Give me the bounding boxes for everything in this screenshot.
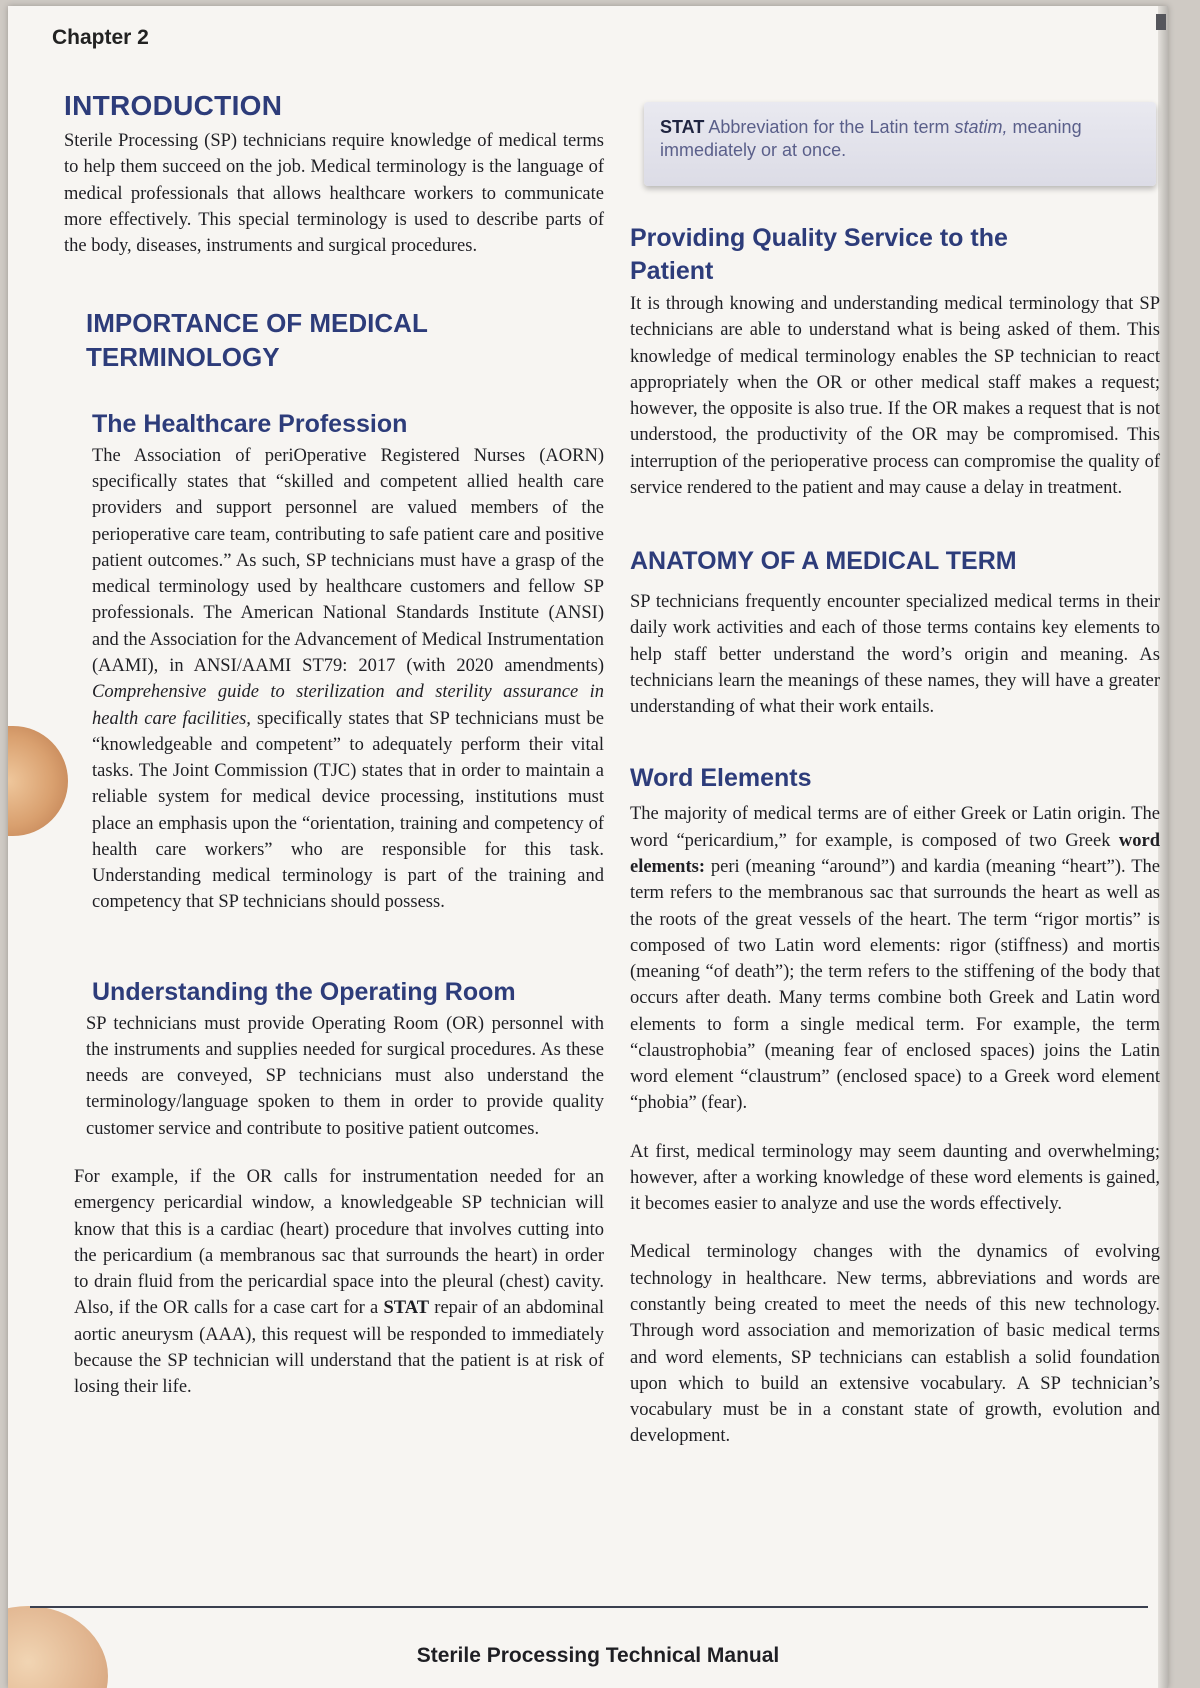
- example-text-part-2: repair of an abdominal aortic aneurysm (AAA), this request will be responded to immediately because the SP technician will understand that the patient is at risk of losing their life.: [74, 1298, 605, 1398]
- stat-definition-box: [644, 102, 1156, 186]
- stat-definition-part-1: Abbreviation for the Latin term: [708, 117, 950, 137]
- footer-rule: [30, 1606, 1148, 1608]
- stat-inline-term: STAT: [383, 1298, 430, 1319]
- healthcare-text-part-1: The Association of periOperative Registered Nurses (AORN) specifically states that “skilled and competent allied health care providers and support personnel are valued members of the perioperative care team, contributing to safe patient care and positive patient outcomes.” As such, SP technicians must have a grasp of the medical terminology used by healthcare customers and fellow SP professionals. The American National Standards Institute (ANSI) and the Association for the Advancement of Medical Instrumentation (AAMI), in ANSI/AAMI ST79: 2017 (with 2020 amendments): [92, 445, 604, 676]
- healthcare-heading: The Healthcare Profession: [92, 409, 408, 438]
- example-text: [74, 1164, 604, 1400]
- healthcare-text: [92, 443, 604, 916]
- quality-service-text: It is through knowing and understanding medical terminology that SP technicians are able to understand what is being asked of them. This knowledge of medical terminology enables the SP technician to react appropriately when the OR or other medical staff makes a request; however, the opposite is also true. If the OR makes a request that is not understood, the productivity of the OR may be compromised. This interruption of the perioperative process can compromise the quality of service rendered to the patient and may cause a delay in treatment.: [630, 294, 1160, 498]
- introduction-text: Sterile Processing (SP) technicians require knowledge of medical terms to help them succeed on the job. Medical terminology is the language of medical professionals that allows healthcare workers to communicate more effectively. This special terminology is used to describe parts of the body, diseases, instruments and surgical procedures.: [64, 131, 604, 257]
- footer-title: Sterile Processing Technical Manual: [416, 1644, 780, 1667]
- stat-latin-word: statim,: [954, 117, 1008, 137]
- healthcare-text-part-2: specifically states that SP technicians must be “knowledgeable and competent” to adequately perform their vital tasks. The Joint Commission (TJC) states that in order to maintain a reliable system for medical device processing, institutions must place an emphasis upon the “orientation, training and competency of health care workers” who are responsible for this task. Understanding medical terminology is part of the training and competency that SP technicians should possess.: [92, 708, 605, 913]
- standard-title: Comprehensive guide to sterilization and sterility assurance in health care facilities,: [92, 682, 604, 729]
- anatomy-text: SP technicians frequently encounter specialized medical terms in their daily work activities and each of those terms contains key elements to help staff better understand the word’s origin and meaning. As technicians learn the meanings of these names, they will have a greater understanding of what their work entails.: [630, 592, 1160, 718]
- stat-term: STAT: [660, 117, 705, 137]
- word-elements-text-part-1: The majority of medical terms are of either Greek or Latin origin. The word “pericardium,” for example, is composed of two Greek: [630, 804, 1160, 851]
- stat-definition-part-2: meaning immediately or at once.: [660, 117, 1082, 161]
- word-elements-heading: Word Elements: [630, 764, 812, 793]
- word-elements-term: word elements:: [630, 830, 1161, 877]
- right-column: [630, 222, 1160, 1450]
- word-elements-text: [630, 801, 1160, 1116]
- quality-service-heading: Providing Quality Service to the Patient: [630, 224, 1008, 285]
- introduction-heading: INTRODUCTION: [64, 90, 283, 121]
- operating-room-text: SP technicians must provide Operating Room (OR) personnel with the instruments and supplies needed for surgical procedures. As these needs are conveyed, SP technicians must also understand the terminology/language spoken to them in order to provide quality customer service and contribute to positive patient outcomes.: [86, 1013, 604, 1139]
- thumb-image: [8, 726, 68, 836]
- example-text-part-1: For example, if the OR calls for instrumentation needed for an emergency pericardial window, a knowledgeable SP technician will know that this is a cardiac (heart) procedure that involves cutting into the pericardium (a membranous sac that surrounds the heart) in order to drain fluid from the pericardial space into the pleural (chest) cavity. Also, if the OR calls for a case cart for a: [74, 1166, 604, 1319]
- chapter-label: Chapter 2: [52, 26, 149, 49]
- book-page: [8, 6, 1168, 1688]
- first-impression-text: At first, medical terminology may seem daunting and overwhelming; however, after a working knowledge of these word elements is gained, it becomes easier to analyze and use the words effectively.: [630, 1141, 1160, 1215]
- terminology-changes-text: Medical terminology changes with the dynamics of evolving technology in healthcare. New terms, abbreviations and words are constantly being created to meet the needs of this new technology. Through word association and memorization of basic medical terms and word elements, SP technicians can establish a solid foundation upon which to build an extensive vocabulary. A SP technician’s vocabulary must be in a constant state of growth, evolution and development.: [630, 1242, 1160, 1447]
- importance-heading: IMPORTANCE OF MEDICAL TERMINOLOGY: [86, 308, 428, 372]
- anatomy-heading: ANATOMY OF A MEDICAL TERM: [630, 547, 1017, 576]
- operating-room-heading: Understanding the Operating Room: [92, 977, 516, 1006]
- word-elements-text-part-2: peri (meaning “around”) and kardia (meaning “heart”). The term refers to the membranous sac that surrounds the heart as well as the roots of the great vessels of the heart. The term “rigor mortis” is composed of two Latin word elements: rigor (stiffness) and mortis (meaning “of death”); the term refers to the stiffening of the body that occurs after death. Many terms combine both Greek and Latin word elements to form a single medical term. For example, the term “claustrophobia” (meaning fear of enclosed spaces) joins the Latin word element “claustrum” (enclosed space) to a Greek word element “phobia” (fear).: [630, 856, 1160, 1114]
- page-tab-marker: [1156, 14, 1166, 30]
- left-column: [64, 90, 604, 1400]
